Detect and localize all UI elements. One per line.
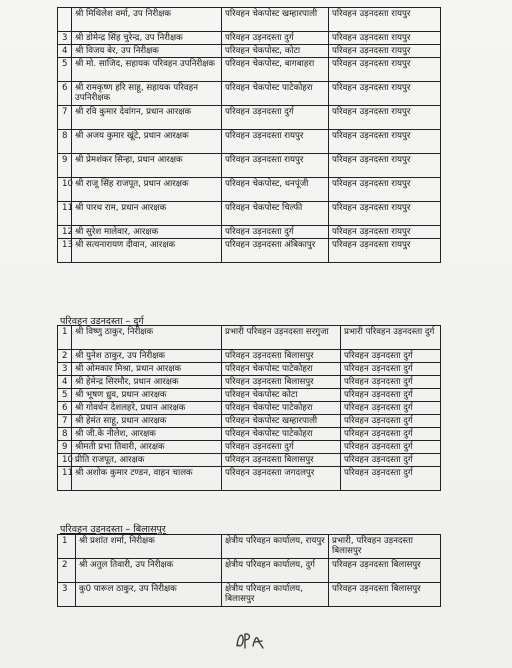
serial-number-cell: 5	[58, 58, 72, 82]
serial-number-cell: 13	[58, 239, 72, 263]
name-designation-cell: श्री प्रेमशंकर सिन्हा, प्रधान आरक्षक	[72, 154, 222, 178]
serial-number-cell: 8	[58, 428, 72, 441]
table-row	[58, 559, 441, 583]
table-body	[58, 326, 441, 491]
table-row	[58, 154, 441, 178]
table-row	[58, 32, 441, 45]
current-posting-cell: परिवहन उड़नदस्ता दुर्ग	[222, 226, 329, 239]
current-posting-cell: परिवहन उड़नदस्ता रायपुर	[222, 130, 329, 154]
serial-number-cell: 4	[58, 45, 72, 58]
table-row	[58, 415, 441, 428]
new-posting-cell: परिवहन उड़नदस्ता दुर्ग	[341, 454, 441, 467]
serial-number-cell: 6	[58, 402, 72, 415]
table-row	[58, 106, 441, 130]
current-posting-cell: परिवहन चेकपोस्ट, बागबाहरा	[222, 58, 329, 82]
section-title-bilaspur: परिवहन उड़नदस्ता – बिलासपुर	[60, 524, 166, 535]
serial-number-cell: 7	[58, 415, 72, 428]
name-designation-cell: श्री भूषण ध्रुव, प्रधान आरक्षक	[72, 389, 222, 402]
current-posting-cell: प्रभारी परिवहन उड़नदस्ता सरगुजा	[222, 326, 341, 350]
serial-number-cell: 11	[58, 467, 72, 491]
current-posting-cell: परिवहन उड़नदस्ता अंबिकापुर	[222, 239, 329, 263]
current-posting-cell: परिवहन उड़नदस्ता दुर्ग	[222, 106, 329, 130]
serial-number-cell: 2	[58, 559, 76, 583]
current-posting-cell: परिवहन चेकपोस्ट, धनपूंजी	[222, 178, 329, 202]
current-posting-cell: क्षेत्रीय परिवहन कार्यालय, दुर्ग	[222, 559, 329, 583]
new-posting-cell: परिवहन उड़नदस्ता रायपुर	[329, 202, 441, 226]
new-posting-cell: परिवहन उड़नदस्ता बिलासपुर	[329, 583, 441, 607]
new-posting-cell: परिवहन उड़नदस्ता दुर्ग	[341, 428, 441, 441]
current-posting-cell: परिवहन चेकपोस्ट कोटा	[222, 389, 341, 402]
table-row	[58, 8, 441, 32]
current-posting-cell: परिवहन चेकपोस्ट पाटेकोहरा	[222, 428, 341, 441]
new-posting-cell: प्रभारी, परिवहन उड़नदस्ता बिलासपुर	[329, 535, 441, 559]
serial-number-cell	[58, 8, 72, 32]
serial-number-cell: 7	[58, 106, 72, 130]
name-designation-cell: श्री मिथिलेश वर्मा, उप निरीक्षक	[72, 8, 222, 32]
name-designation-cell: श्री जी.के नीलेश, आरक्षक	[72, 428, 222, 441]
name-designation-cell: श्रीमती प्रभा तिवारी, आरक्षक	[72, 441, 222, 454]
table-row	[58, 441, 441, 454]
serial-number-cell: 9	[58, 441, 72, 454]
current-posting-cell: परिवहन उड़नदस्ता दुर्ग	[222, 32, 329, 45]
current-posting-cell: परिवहन चेकपोस्ट, कोटा	[222, 45, 329, 58]
new-posting-cell: परिवहन उड़नदस्ता बिलासपुर	[329, 559, 441, 583]
new-posting-cell: परिवहन उड़नदस्ता रायपुर	[329, 239, 441, 263]
new-posting-cell: परिवहन उड़नदस्ता रायपुर	[329, 32, 441, 45]
name-designation-cell: श्री हेमंत साहू, प्रधान आरक्षक	[72, 415, 222, 428]
name-designation-cell: श्री रवि कुमार देवांगन, प्रधान आरक्षक	[72, 106, 222, 130]
new-posting-cell: परिवहन उड़नदस्ता दुर्ग	[341, 363, 441, 376]
name-designation-cell: श्री अतुल तिवारी, उप निरीक्षक	[76, 559, 222, 583]
table-body	[58, 535, 441, 607]
new-posting-cell: परिवहन उड़नदस्ता रायपुर	[329, 178, 441, 202]
new-posting-cell: प्रभारी परिवहन उड़नदस्ता दुर्ग	[341, 326, 441, 350]
current-posting-cell: परिवहन चेकपोस्ट खम्हारपाली	[222, 8, 329, 32]
name-designation-cell: श्री रामकृष्ण हरि साहू, सहायक परिवहन उपनिरीक्षक	[72, 82, 222, 106]
serial-number-cell: 1	[58, 326, 72, 350]
table-row	[58, 326, 441, 350]
new-posting-cell: परिवहन उड़नदस्ता दुर्ग	[341, 402, 441, 415]
serial-number-cell: 6	[58, 82, 72, 106]
table-row	[58, 467, 441, 491]
name-designation-cell: श्री राजू सिंह राजपूत, प्रधान आरक्षक	[72, 178, 222, 202]
table-row	[58, 363, 441, 376]
current-posting-cell: परिवहन उड़नदस्ता जगदलपुर	[222, 467, 341, 491]
new-posting-cell: परिवहन उड़नदस्ता दुर्ग	[341, 467, 441, 491]
section-title-durg: परिवहन उड़नदस्ता – दुर्ग	[60, 316, 144, 327]
table-row	[58, 583, 441, 607]
table-row	[58, 82, 441, 106]
new-posting-cell: परिवहन उड़नदस्ता दुर्ग	[341, 415, 441, 428]
new-posting-cell: परिवहन उड़नदस्ता दुर्ग	[341, 376, 441, 389]
table-row	[58, 202, 441, 226]
table-row	[58, 389, 441, 402]
current-posting-cell: परिवहन चेकपोस्ट पाटेकोहरा	[222, 402, 341, 415]
name-designation-cell: श्री सत्यनारायण दीवान, आरक्षक	[72, 239, 222, 263]
current-posting-cell: परिवहन उड़नदस्ता दुर्ग	[222, 441, 341, 454]
signature-icon	[233, 628, 267, 654]
current-posting-cell: परिवहन उड़नदस्ता बिलासपुर	[222, 350, 341, 363]
name-designation-cell: श्री विष्णु ठाकुर, निरीक्षक	[72, 326, 222, 350]
serial-number-cell: 3	[58, 363, 72, 376]
new-posting-cell: परिवहन उड़नदस्ता रायपुर	[329, 154, 441, 178]
new-posting-cell: परिवहन उड़नदस्ता रायपुर	[329, 45, 441, 58]
name-designation-cell: श्री डोमेन्द्र सिंह चुरेन्द्र, उप निरीक्षक	[72, 32, 222, 45]
table-row	[58, 130, 441, 154]
new-posting-cell: परिवहन उड़नदस्ता रायपुर	[329, 106, 441, 130]
new-posting-cell: परिवहन उड़नदस्ता रायपुर	[329, 226, 441, 239]
table-row	[58, 45, 441, 58]
current-posting-cell: क्षेत्रीय परिवहन कार्यालय, बिलासपुर	[222, 583, 329, 607]
name-designation-cell: श्री प्रशांत शर्मा, निरीक्षक	[76, 535, 222, 559]
serial-number-cell: 8	[58, 130, 72, 154]
table-row	[58, 226, 441, 239]
serial-number-cell: 12	[58, 226, 72, 239]
serial-number-cell: 10	[58, 454, 72, 467]
current-posting-cell: परिवहन चेकपोस्ट पाटेकोहरा	[222, 82, 329, 106]
name-designation-cell: श्री हेमेन्द्र सिरमौर, प्रधान आरक्षक	[72, 376, 222, 389]
new-posting-cell: परिवहन उड़नदस्ता दुर्ग	[341, 441, 441, 454]
table-row	[58, 350, 441, 363]
table-row	[58, 58, 441, 82]
serial-number-cell: 10	[58, 178, 72, 202]
current-posting-cell: परिवहन चेकपोस्ट चिल्फी	[222, 202, 329, 226]
new-posting-cell: परिवहन उड़नदस्ता रायपुर	[329, 58, 441, 82]
name-designation-cell: श्री विजय बेर, उप निरीक्षक	[72, 45, 222, 58]
name-designation-cell: श्री अजय कुमार खूंटे, प्रधान आरक्षक	[72, 130, 222, 154]
table-row	[58, 428, 441, 441]
table-raipur-continued	[57, 7, 441, 263]
name-designation-cell: श्री ओमकार मिश्रा, प्रधान आरक्षक	[72, 363, 222, 376]
name-designation-cell: श्री युनेश ठाकुर, उप निरीक्षक	[72, 350, 222, 363]
serial-number-cell: 3	[58, 583, 76, 607]
table-row	[58, 376, 441, 389]
table-durg	[57, 325, 441, 491]
name-designation-cell: श्री अशोक कुमार टण्डन, वाहन चालक	[72, 467, 222, 491]
table-row	[58, 239, 441, 263]
new-posting-cell: परिवहन उड़नदस्ता दुर्ग	[341, 350, 441, 363]
table-bilaspur	[57, 534, 441, 607]
serial-number-cell: 2	[58, 350, 72, 363]
name-designation-cell: श्री गोवर्धन देशलहरे, प्रधान आरक्षक	[72, 402, 222, 415]
new-posting-cell: परिवहन उड़नदस्ता दुर्ग	[341, 389, 441, 402]
name-designation-cell: प्रीति राजपूत, आरक्षक	[72, 454, 222, 467]
serial-number-cell: 4	[58, 376, 72, 389]
name-designation-cell: श्री मो. साजिद, सहायक परिवहन उपनिरीक्षक	[72, 58, 222, 82]
table-row	[58, 402, 441, 415]
name-designation-cell: श्री सुरेश मालेवार, आरक्षक	[72, 226, 222, 239]
name-designation-cell: श्री पारथ राम, प्रधान आरक्षक	[72, 202, 222, 226]
table-body	[58, 8, 441, 263]
serial-number-cell: 3	[58, 32, 72, 45]
serial-number-cell: 9	[58, 154, 72, 178]
new-posting-cell: परिवहन उड़नदस्ता रायपुर	[329, 130, 441, 154]
new-posting-cell: परिवहन उड़नदस्ता रायपुर	[329, 82, 441, 106]
current-posting-cell: क्षेत्रीय परिवहन कार्यालय, रायपुर	[222, 535, 329, 559]
table-row	[58, 454, 441, 467]
table-row	[58, 178, 441, 202]
serial-number-cell: 5	[58, 389, 72, 402]
name-designation-cell: कु0 पारूल ठाकुर, उप निरीक्षक	[76, 583, 222, 607]
table-row	[58, 535, 441, 559]
current-posting-cell: परिवहन उड़नदस्ता रायपुर	[222, 154, 329, 178]
current-posting-cell: परिवहन उड़नदस्ता बिलासपुर	[222, 376, 341, 389]
serial-number-cell: 1	[58, 535, 76, 559]
current-posting-cell: परिवहन उड़नदस्ता बिलासपुर	[222, 454, 341, 467]
serial-number-cell: 11	[58, 202, 72, 226]
current-posting-cell: परिवहन चेकपोस्ट पाटेकोहरा	[222, 363, 341, 376]
new-posting-cell: परिवहन उड़नदस्ता रायपुर	[329, 8, 441, 32]
current-posting-cell: परिवहन चेकपोस्ट खम्हारपाली	[222, 415, 341, 428]
